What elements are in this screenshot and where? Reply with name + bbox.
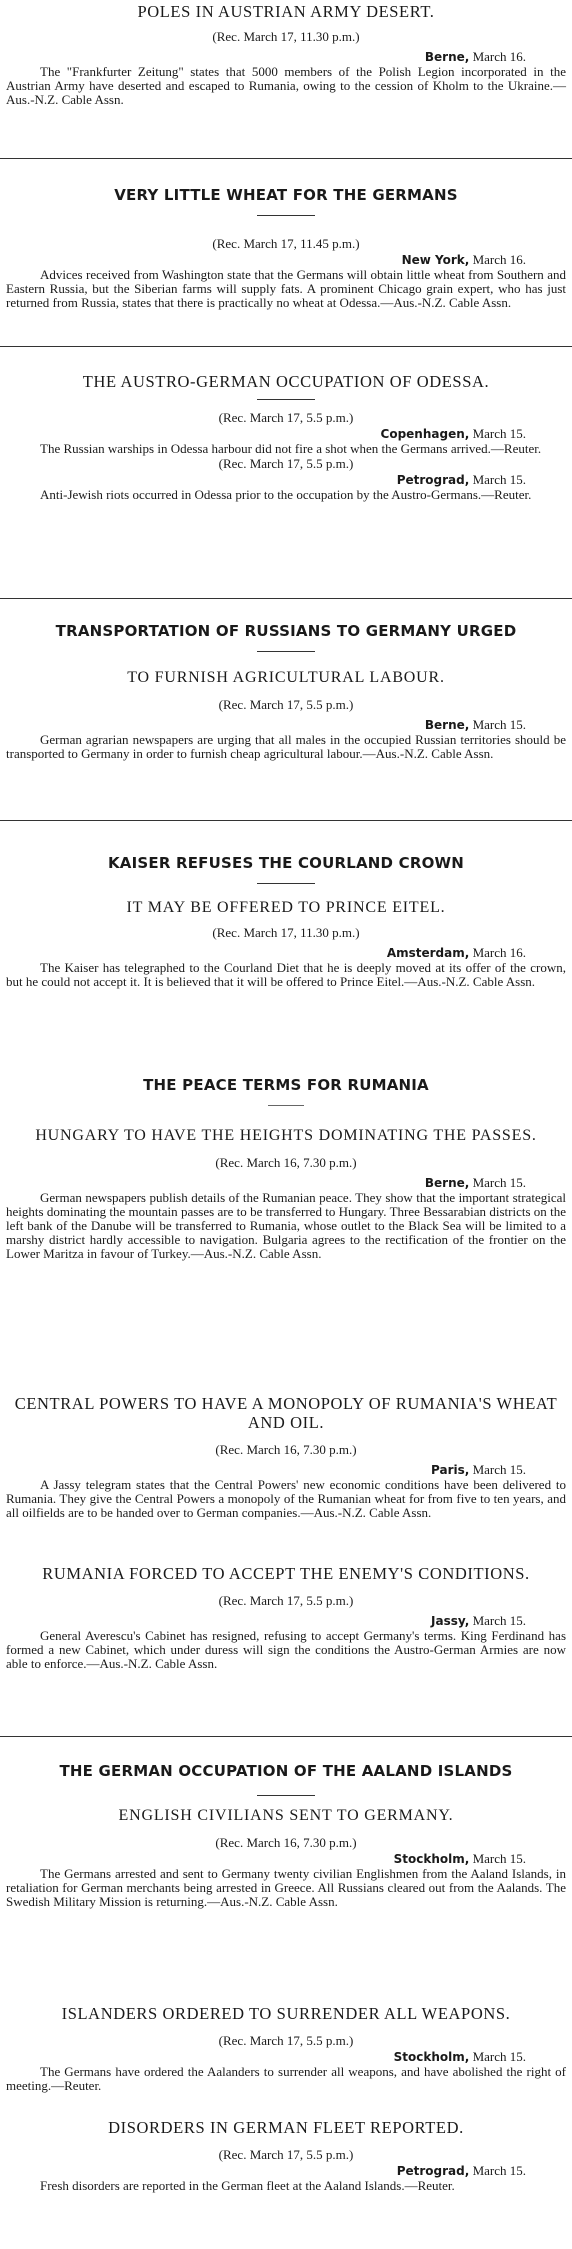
article-odessa — [6, 372, 566, 502]
article-headline: KAISER REFUSES THE COURLAND CROWN — [107, 854, 465, 872]
article-divider — [0, 1736, 572, 1737]
dateline-date: March 15. — [472, 1175, 526, 1190]
article-subheadline: HUNGARY TO HAVE THE HEIGHTS DOMINATING THE PASSES. — [35, 1127, 537, 1144]
dateline-place: Petrograd, — [396, 473, 470, 487]
article-subheadline: IT MAY BE OFFERED TO PRINCE EITEL. — [126, 899, 446, 916]
article-wheat — [6, 186, 566, 310]
article-peace-terms — [6, 1076, 566, 1261]
dateline-place: Amsterdam, — [386, 946, 470, 960]
article-headline: TRANSPORTATION OF RUSSIANS TO GERMANY URGED — [55, 622, 517, 640]
article-body-2: Anti-Jewish riots occurred in Odessa prior to the occupation by the Austro-Germans.—Reuter. — [40, 487, 532, 502]
article-headline: ISLANDERS ORDERED TO SURRENDER ALL WEAPONS. — [61, 2004, 511, 2023]
received-timestamp: (Rec. March 16, 7.30 p.m.) — [215, 1155, 357, 1170]
dateline-place: Berne, — [424, 50, 470, 64]
dateline — [6, 252, 566, 268]
article-subheadline: TO FURNISH AGRICULTURAL LABOUR. — [127, 669, 445, 686]
article-headline: VERY LITTLE WHEAT FOR THE GERMANS — [114, 186, 458, 204]
dateline-place: Jassy, — [431, 1614, 470, 1628]
article-body: General Averescu's Cabinet has resigned, refusing to accept Germany's terms. King Ferdinand has formed a new Cabinet, which under duress will sign the conditions the Austro-German Armies are now able to enforce.—Aus.-N.Z. Cable Assn. — [6, 1628, 566, 1671]
dateline — [6, 49, 566, 65]
dateline — [6, 1462, 566, 1478]
received-timestamp: (Rec. March 17, 5.5 p.m.) — [218, 410, 354, 425]
article-monopoly — [6, 1394, 566, 1520]
dateline-date: March 15. — [472, 1462, 526, 1477]
dateline-date: March 15. — [472, 1851, 526, 1866]
dateline-2 — [6, 472, 566, 488]
received-timestamp: (Rec. March 17, 11.30 p.m.) — [212, 925, 360, 940]
article-body: Fresh disorders are reported in the German fleet at the Aaland Islands.—Reuter. — [40, 2178, 455, 2193]
article-body: The Germans have ordered the Aalanders to surrender all weapons, and have abolished the right of meeting.—Reuter. — [6, 2064, 566, 2093]
dateline-place: Berne, — [424, 1176, 470, 1190]
received-timestamp: (Rec. March 17, 5.5 p.m.) — [218, 2147, 354, 2162]
dateline-date: March 15. — [472, 2163, 526, 2178]
article-subheadline: ENGLISH CIVILIANS SENT TO GERMANY. — [118, 1807, 454, 1824]
article-headline: POLES IN AUSTRIAN ARMY DESERT. — [137, 2, 435, 21]
dateline-place: Stockholm, — [393, 2050, 470, 2064]
dateline-place: New York, — [401, 253, 470, 267]
article-islanders — [6, 2004, 566, 2093]
article-body: Advices received from Washington state that the Germans will obtain little wheat from Southern and Eastern Russia, but the Siberian farms will supply fats. A prominent Chicago grain expert, who has just returned from Russia, states that there is practically no wheat at Odessa.—Aus.-N.Z. Cable Assn. — [6, 267, 566, 310]
dateline-place: Paris, — [431, 1463, 470, 1477]
dateline-date: March 15. — [472, 472, 526, 487]
article-headline: THE AUSTRO-GERMAN OCCUPATION OF ODESSA. — [82, 372, 490, 391]
dateline — [6, 1613, 566, 1629]
article-headline: RUMANIA FORCED TO ACCEPT THE ENEMY'S CONDITIONS. — [42, 1564, 530, 1583]
article-divider — [0, 158, 572, 159]
article-rumania-forced — [6, 1564, 566, 1671]
dateline-date: March 15. — [472, 426, 526, 441]
article-headline: THE GERMAN OCCUPATION OF THE AALAND ISLANDS — [59, 1762, 513, 1780]
received-timestamp: (Rec. March 16, 7.30 p.m.) — [215, 1442, 357, 1457]
dateline — [6, 426, 566, 442]
article-body: German agrarian newspapers are urging that all males in the occupied Russian territories should be transported to Germany in order to furnish cheap agricultural labour.—Aus.-N.Z. Cable Assn. — [6, 732, 566, 761]
article-divider — [0, 820, 572, 821]
dateline-place: Berne, — [424, 718, 470, 732]
received-timestamp: (Rec. March 17, 5.5 p.m.) — [218, 697, 354, 712]
dateline-date: March 16. — [472, 945, 526, 960]
dateline-date: March 16. — [472, 49, 526, 64]
dateline-date: March 15. — [472, 717, 526, 732]
received-timestamp: (Rec. March 17, 5.5 p.m.) — [218, 2033, 354, 2048]
article-body: The Russian warships in Odessa harbour did not fire a shot when the Germans arrived.—Reuter. — [40, 441, 542, 456]
article-aaland — [6, 1762, 566, 1909]
article-headline: THE PEACE TERMS FOR RUMANIA — [143, 1076, 429, 1094]
article-body: German newspapers publish details of the Rumanian peace. They show that the important strategical heights dominating the mountain passes are to be transferred to Hungary. Three Bessarabian districts on the left bank of the Danube will be transferred to Rumania, whose outlet to the Black Sea will be limited to a marshy district hardly accessible to navigation. Bulgaria agrees to the rectification of the frontier on the Lower Maritza in favour of Turkey.—Aus.-N.Z. Cable Assn. — [6, 1190, 566, 1261]
dateline-date: March 15. — [472, 1613, 526, 1628]
dateline — [6, 2049, 566, 2065]
article-transportation — [6, 622, 566, 761]
article-fleet-disorders — [6, 2118, 566, 2193]
article-body: The "Frankfurter Zeitung" states that 5000 members of the Polish Legion incorporated in the Austrian Army have deserted and escaped to Rumania, owing to the cession of Kholm to the Ukraine.—Aus.-N.Z. Cable Assn. — [6, 64, 566, 107]
article-body: The Kaiser has telegraphed to the Courland Diet that he is deeply moved at its offer of the crown, but he could not accept it. It is believed that it will be offered to Prince Eitel.—Aus.-N.Z. Cable Assn. — [6, 960, 566, 989]
article-body: A Jassy telegram states that the Central Powers' new economic conditions have been delivered to Rumania. They give the Central Powers a monopoly of the Rumanian wheat for from five to ten years, and all oilfields are to be handed over to German companies.—Aus.-N.Z. Cable Assn. — [6, 1477, 566, 1520]
received-timestamp: (Rec. March 17, 11.45 p.m.) — [212, 236, 360, 251]
received-timestamp: (Rec. March 16, 7.30 p.m.) — [215, 1835, 357, 1850]
dateline — [6, 1851, 566, 1867]
article-divider — [0, 598, 572, 599]
dateline-place: Petrograd, — [396, 2164, 470, 2178]
received-timestamp: (Rec. March 17, 5.5 p.m.) — [218, 1593, 354, 1608]
dateline — [6, 945, 566, 961]
article-divider — [0, 346, 572, 347]
dateline — [6, 717, 566, 733]
received-timestamp: (Rec. March 17, 11.30 p.m.) — [212, 29, 360, 44]
article-headline: CENTRAL POWERS TO HAVE A MONOPOLY OF RUMANIA'S WHEAT AND OIL. — [14, 1394, 558, 1432]
article-courland — [6, 854, 566, 989]
article-poles-desert — [6, 2, 566, 107]
dateline-date: March 15. — [472, 2049, 526, 2064]
dateline-place: Copenhagen, — [380, 427, 470, 441]
dateline — [6, 1175, 566, 1191]
dateline-date: March 16. — [472, 252, 526, 267]
received-timestamp-2: (Rec. March 17, 5.5 p.m.) — [218, 456, 354, 471]
article-headline: DISORDERS IN GERMAN FLEET REPORTED. — [108, 2118, 464, 2137]
dateline — [6, 2163, 566, 2179]
article-body: The Germans arrested and sent to Germany twenty civilian Englishmen from the Aaland Islands, in retaliation for German merchants being arrested in Greece. All Russians cleared out from the Aalands. The Swedish Military Mission is returning.—Aus.-N.Z. Cable Assn. — [6, 1866, 566, 1909]
dateline-place: Stockholm, — [393, 1852, 470, 1866]
